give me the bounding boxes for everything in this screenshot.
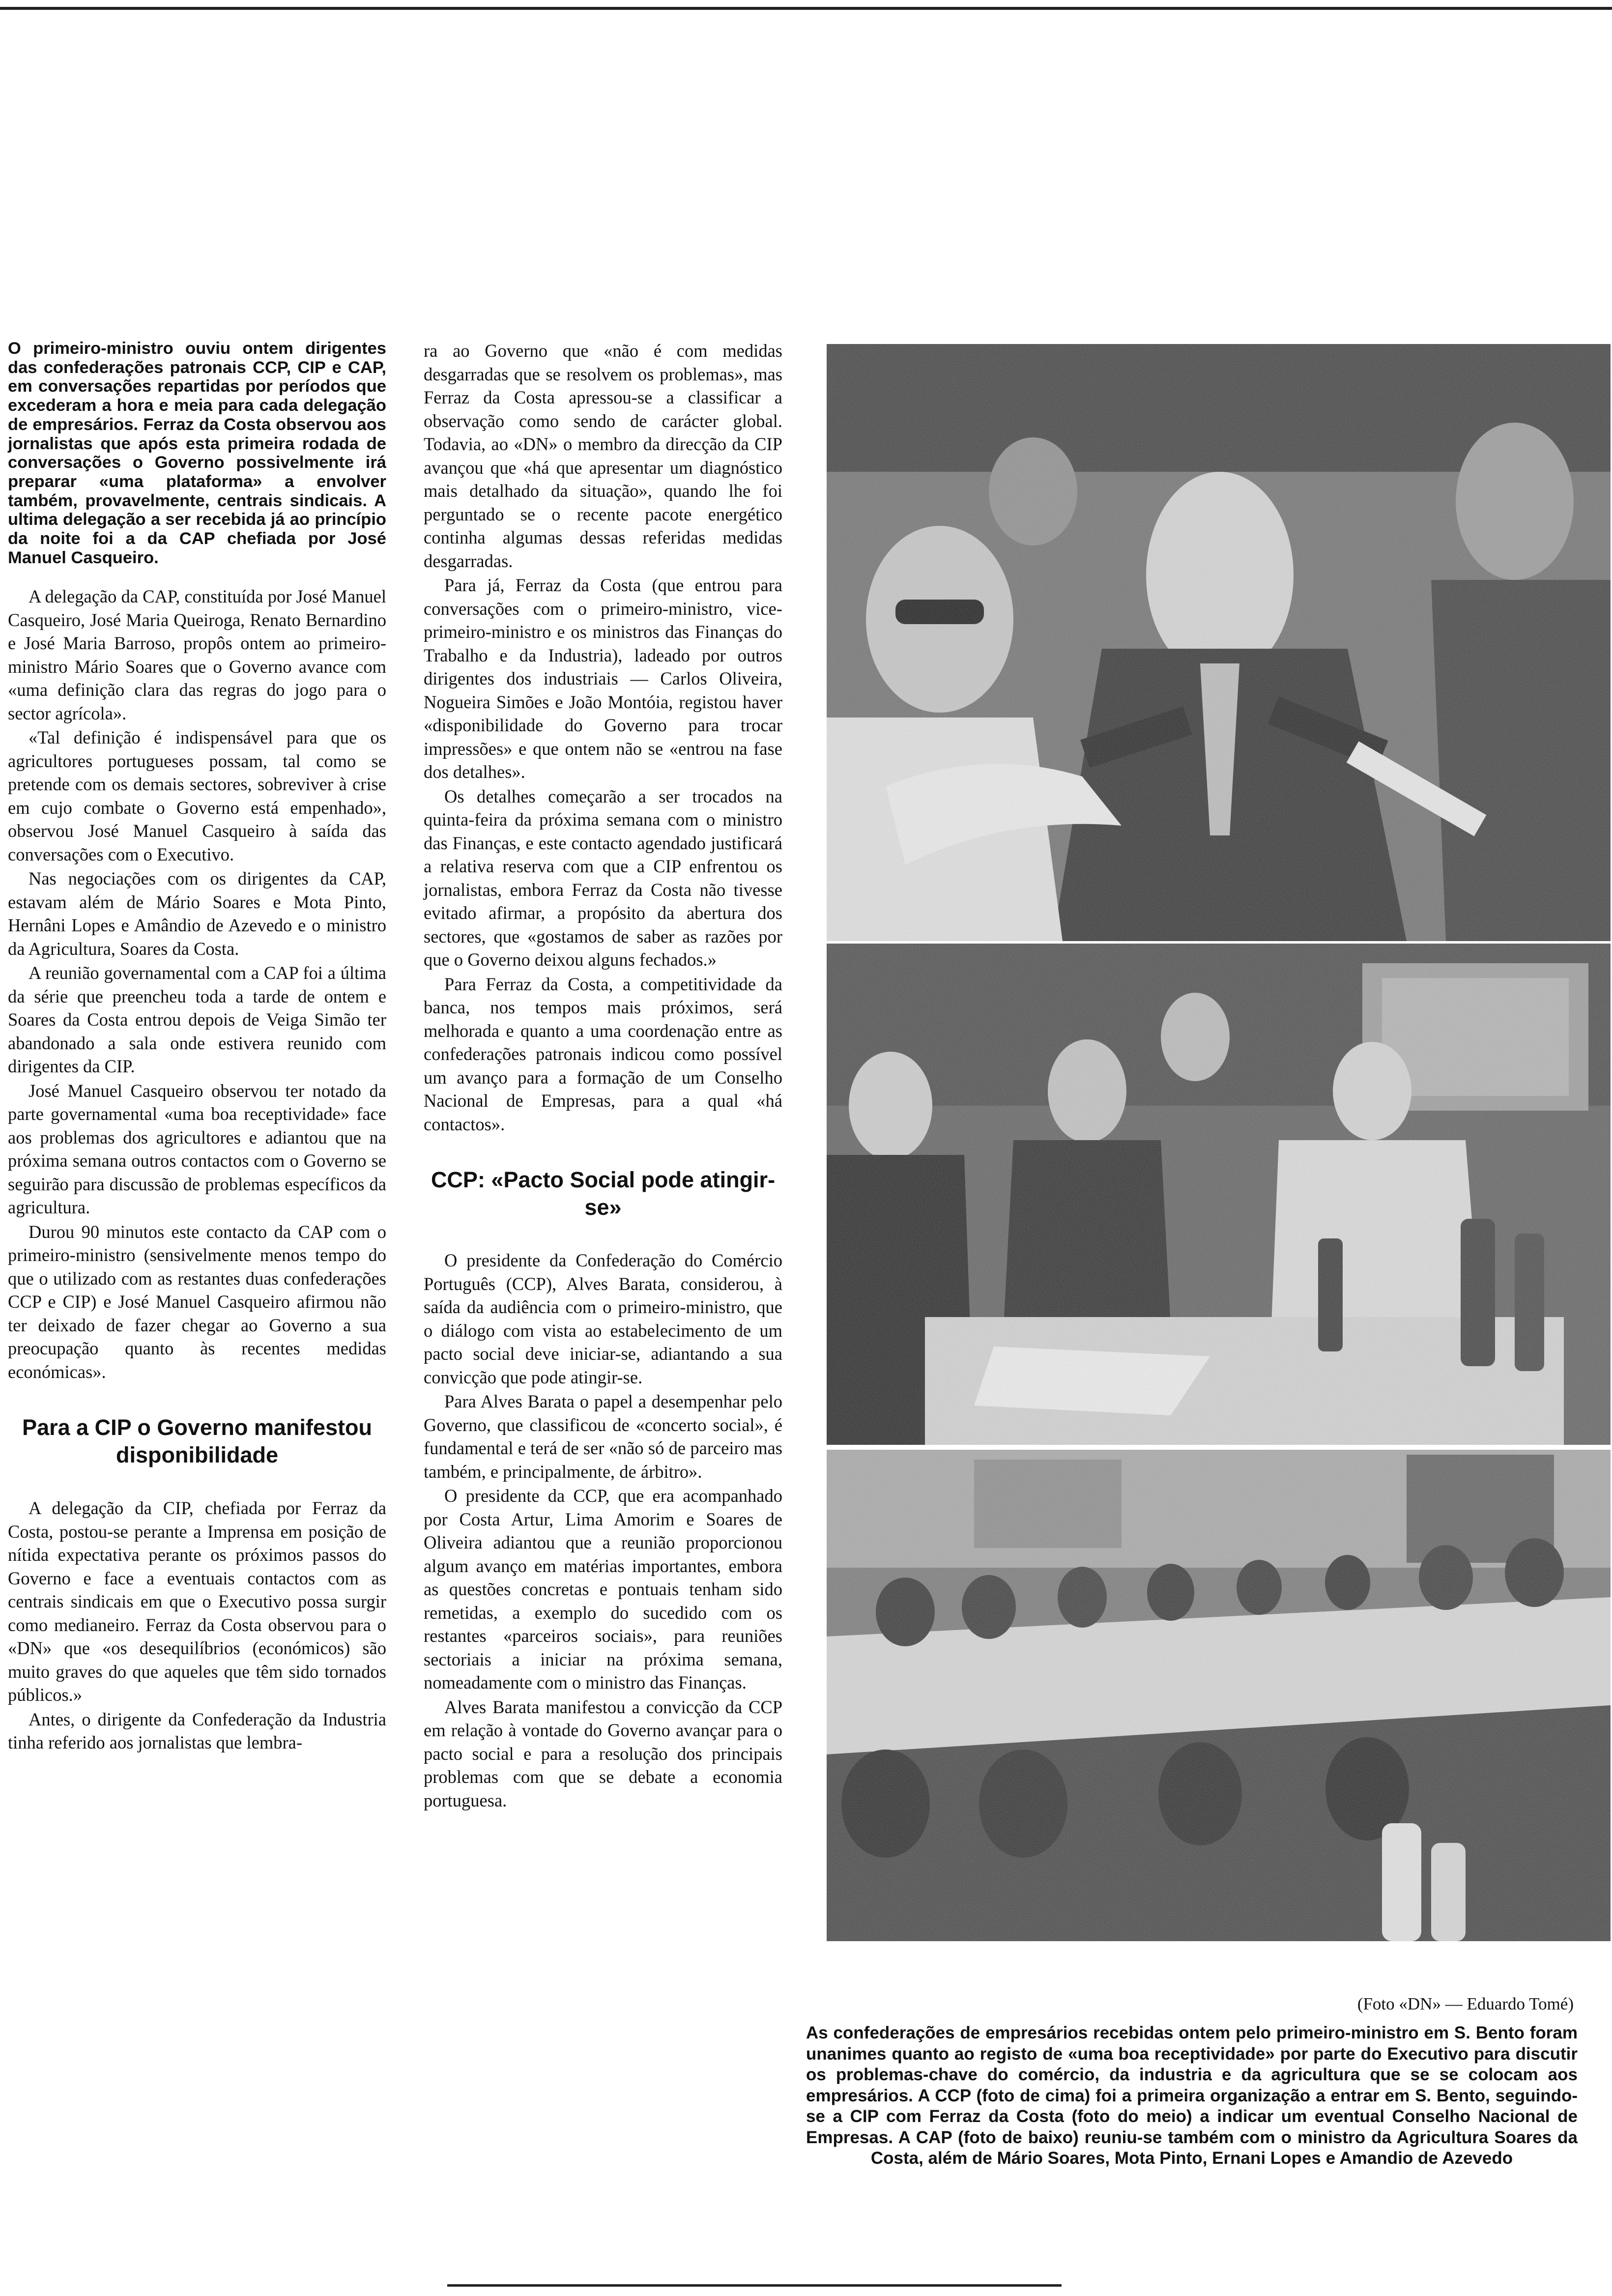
body-paragraph: José Manuel Casqueiro observou ter notado da parte governamental «uma boa receptividade» face aos problemas dos agricultores e adiantou que na próxima semana outros contactos com o Governo se seguirão para discussão de problemas específicos da agricultura. [8, 1080, 386, 1218]
body-paragraph: O presidente da Confederação do Comércio Português (CCP), Alves Barata, considerou, à saída da audiência com o primeiro-ministro, que o diálogo com vista ao estabelecimento de um pacto social deve iniciar-se, adiantando a sua convicção que pode atingir-se. [424, 1250, 782, 1387]
body-paragraph: Para já, Ferraz da Costa (que entrou para conversações com o primeiro-ministro, vice-primeiro-ministro e os ministros das Finanças do Trabalho e da Industria), ladeado por outros dirigentes dos industriais — Carlos Oliveira, Nogueira Simões e João Montóia, registou haver «disponibilidade do Governo para trocar impressões» e que ontem não se «entrou na fase dos detalhes». [424, 575, 782, 782]
body-paragraph: Para Alves Barata o papel a desempenhar pelo Governo, que classificou de «concerto social», é fundamental e terá de ser «não só de parceiro mas também, e principalmente, de árbitro». [424, 1391, 782, 1482]
subheading-ccp: CCP: «Pacto Social pode atingir-se» [431, 1167, 776, 1220]
body-paragraph: Alves Barata manifestou a convicção da CCP em relação à vontade do Governo avançar para o pacto social e para a resolução dos principais problemas com que se debate a economia portuguesa. [424, 1696, 782, 1810]
top-rule [0, 7, 1612, 10]
article-lead: O primeiro-ministro ouviu ontem dirigentes das confederações patronais CCP, CIP e CAP, em conversações repartidas por períodos que excederam a hora e meia para cada delegação de empresários. Ferraz da Costa observou aos jornalistas que após esta primeira rodada de conversações o Governo possivelmente irá preparar «uma plataforma» a envolver também, provavelmente, centrais sindicais. A ultima delegação a ser recebida já ao princípio da noite foi a da CAP chefiada por José Manuel Casqueiro. [8, 339, 386, 567]
photo-caption: As confederações de empresários recebidas ontem pelo primeiro-ministro em S. Bento foram unanimes quanto ao registo de «uma boa receptividade» por parte do Executivo para discutir os problemas-chave do comércio, da industria e da agricultura que se se colocam aos empresários. A CCP (foto de cima) foi a primeira organização a entrar em S. Bento, seguindo-se a CIP com Ferraz da Costa (foto do meio) a indicar um eventual Conselho Nacional de Empresas. A CAP (foto de baixo) reuniu-se também com o ministro da Agricultura Soares da Costa, além de Mário Soares, Mota Pinto, Ernani Lopes e Amandio de Azevedo [806, 2023, 1578, 2168]
body-paragraph: ra ao Governo que «não é com medidas desgarradas que se resolvem os problemas», mas Ferraz da Costa apressou-se a classificar a observação como sendo de carácter global. Todavia, ao «DN» o membro da direcção da CIP avançou que «há que apresentar um diagnóstico mais detalhado da situação», quando lhe foi perguntado se o recente pacote energético continha algumas dessas referidas medidas desgarradas. [424, 341, 782, 571]
body-paragraph: A reunião governamental com a CAP foi a última da série que preencheu toda a tarde de ontem e Soares da Costa entrou depois de Veiga Simão ter abandonado a sala onde estivera reunido com dirigentes da CIP. [8, 963, 386, 1077]
body-paragraph: «Tal definição é indispensável para que os agricultores portugueses possam, tal como se pretende com os demais sectores, sobreviver à crise em cujo combate o Governo está empenhado», observou José Manuel Casqueiro à saída das conversações com o Executivo. [8, 727, 386, 864]
subheading-cip: Para a CIP o Governo manifestou disponibilidade [22, 1415, 372, 1468]
article-column-1 [8, 339, 386, 1754]
body-paragraph: A delegação da CIP, chefiada por Ferraz da Costa, postou-se perante a Imprensa em posição de nítida expectativa perante os próximos passos do Governo e face a eventuais contactos com as centrais sindicais em que o Executivo possa surgir como medianeiro. Ferraz da Costa observou para o «DN» que «os desequilíbrios (económicos) são muito graves do que aqueles que têm sido tornados públicos.» [8, 1498, 386, 1705]
photo-cip-delegation [827, 944, 1611, 1445]
body-paragraph: Nas negociações com os dirigentes da CAP, estavam além de Mário Soares e Mota Pinto, Hernâni Lopes e Amândio de Azevedo e o ministro da Agricultura, Soares da Costa. [8, 868, 386, 959]
body-paragraph: Antes, o dirigente da Confederação da Industria tinha referido aos jornalistas que lembra- [8, 1709, 386, 1753]
photo-cap-delegation [827, 1450, 1611, 1941]
photo-cip-image [827, 944, 1611, 1445]
body-paragraph: O presidente da CCP, que era acompanhado por Costa Artur, Lima Amorim e Soares de Oliveira adiantou que a reunião proporcionou algum avanço em matérias importantes, embora as questões concretas e pontuais tenham sido remetidas, a exemplo do sucedido com os restantes «parceiros sociais», para reuniões sectoriais a iniciar na próxima semana, nomeadamente com o ministro das Finanças. [424, 1486, 782, 1693]
photo-cap-image [827, 1450, 1611, 1941]
body-paragraph: Para Ferraz da Costa, a competitividade da banca, nos tempos mais próximos, será melhorada e quanto a uma coordenação entre as confederações patronais indicou como possível um avanço para a formação de um Conselho Nacional de Empresas, para a qual «há contactos». [424, 974, 782, 1134]
body-paragraph: Durou 90 minutos este contacto da CAP com o primeiro-ministro (sensivelmente menos tempo do que o utilizado com as restantes duas confederações CCP e CIP) e José Manuel Casqueiro afirmou não ter deixado de fazer chegar ao Governo a sua preocupação quanto às recentes medidas económicas». [8, 1221, 386, 1382]
photo-ccp-delegation [827, 344, 1611, 941]
body-paragraph: A delegação da CAP, constituída por José Manuel Casqueiro, José Maria Queiroga, Renato Bernardino e José Maria Barroso, propôs ontem ao primeiro-ministro Mário Soares que o Governo avance com «uma definição clara das regras do jogo para o sector agrícola». [8, 586, 386, 723]
article-column-2 [424, 339, 782, 1812]
bottom-rule [447, 2284, 1062, 2287]
body-paragraph: Os detalhes começarão a ser trocados na quinta-feira da próxima semana com o ministro das Finanças, e este contacto agendado justificará a relativa reserva com que a CIP enfrentou os jornalistas, embora Ferraz da Costa não tivesse evitado afirmar, a propósito da abertura dos sectores, que «gostamos de saber as razões por que o Governo deixou alguns fechados.» [424, 786, 782, 970]
photo-credit: (Foto «DN» — Eduardo Tomé) [1357, 1994, 1574, 2013]
photo-ccp-image [827, 344, 1611, 941]
